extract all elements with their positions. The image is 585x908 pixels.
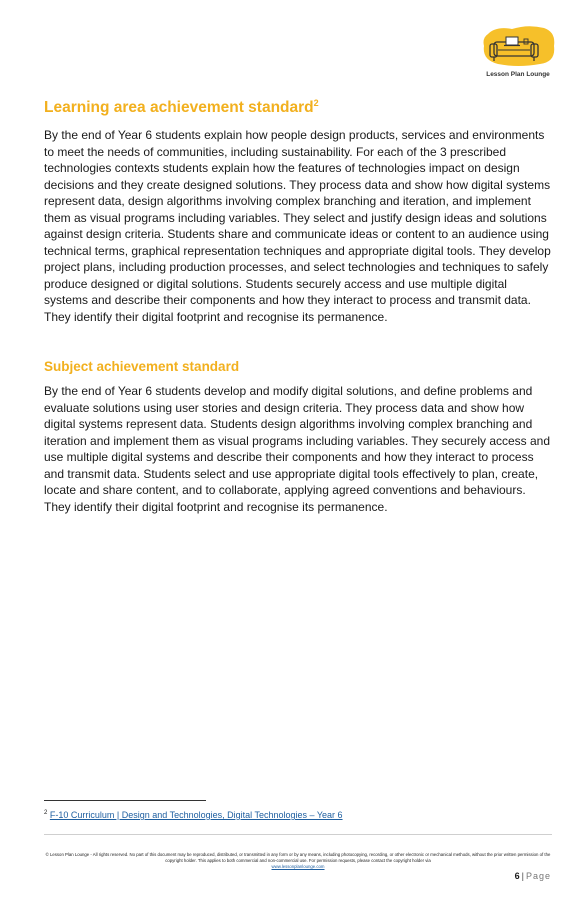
footnote-link[interactable]: F-10 Curriculum | Design and Technologies, Digital Technologies – Year 6 [49, 810, 343, 820]
copyright-text: © Lesson Plan Lounge - All rights reserved. No part of this document may be reproduced, distributed, or transmitted in any form or by any means, including photocopying, recording, or other electronic or mechanical methods, without the prior written permission of the copyright holder. This applies to both commercial and non-commercial use. For permission requests, please contact the copyright holder via [45, 852, 551, 863]
page-label: Page [525, 871, 551, 881]
section-body-learning-area: By the end of Year 6 students explain how people design products, services and environments to meet the needs of communities, including sustainability. For each of the 3 prescribed technologies contexts students explain how the features of technologies impact on design decisions and they create designed solutions. They process data and show how digital systems represent data, design algorithms involving complex branching and iteration, and implement them as visual programs including variables. They select and justify design ideas and solutions against design criteria. Students share and communicate ideas or content to an audience using technical terms, graphical representation techniques and appropriate digital tools. They develop project plans, including production processes, and select technologies and techniques to safely produce designed or digital solutions. Students securely access and use multiple digital systems and describe their components and how they interact to process and transmit data. They identify their digital footprint and recognise its permanence. [44, 128, 551, 324]
section-body-subject: By the end of Year 6 students develop and modify digital solutions, and define problems and evaluate solutions using user stories and design criteria. They process data and show how digital systems represent data. Students design algorithms involving complex branching and iteration and implement them as visual programs including variables. They securely access and use multiple digital systems and describe their components and how they interact to process and transmit data. Students select and use appropriate digital tools effectively to plan, create, locate and share content, and to collaborate, applying agreed conventions and behaviours. They identify their digital footprint and recognise its permanence. [44, 384, 551, 514]
brand-name: Lesson Plan Lounge [486, 71, 550, 78]
section-title: Learning area achievement standard [44, 99, 314, 117]
footnote-marker[interactable]: 2 [313, 98, 319, 108]
footnote-number: 2 [44, 810, 48, 816]
footer-divider [44, 834, 552, 835]
section-heading-learning-area [44, 98, 552, 117]
footnote-divider [44, 800, 206, 801]
sofa-logo-icon [478, 24, 558, 70]
page-number-value: 6 [514, 871, 520, 881]
main-content [44, 98, 552, 515]
page-number: 6 | Page [514, 871, 551, 881]
website-link[interactable]: www.lessonplanlounge.com [271, 864, 325, 869]
copyright-notice [44, 852, 552, 870]
footnote [44, 810, 343, 820]
brand-logo [478, 24, 558, 82]
section-heading-subject: Subject achievement standard [44, 359, 240, 375]
